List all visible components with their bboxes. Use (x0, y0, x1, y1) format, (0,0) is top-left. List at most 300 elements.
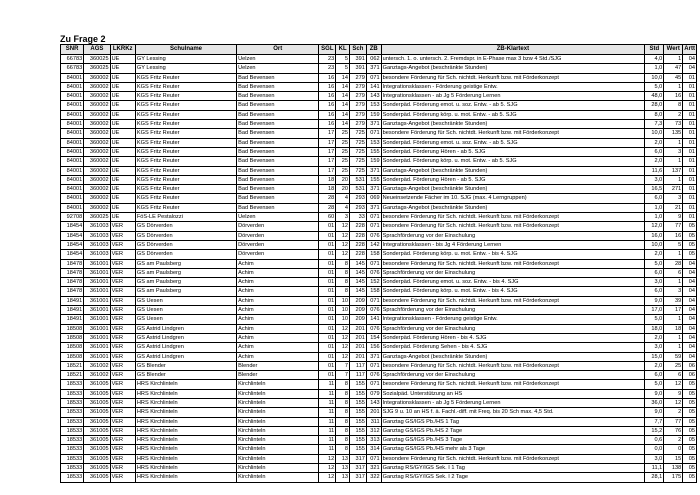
table-cell: Ganztags-Angebot (beschränkte Stunden) (381, 64, 645, 73)
table-cell: 361001 (84, 333, 110, 342)
table-cell: 8,0 (645, 110, 664, 119)
table-cell: VER (110, 287, 135, 296)
table-cell: 076 (366, 324, 381, 333)
table-row (61, 120, 697, 129)
table-cell: besondere Förderung für Sch. nichtdt. Herkunft bzw. mit Förderkonzept (381, 73, 645, 82)
table-cell: 071 (366, 361, 381, 370)
table-cell: 360002 (84, 129, 110, 138)
table-cell: KGS Fritz Reuter (135, 92, 236, 101)
table-cell: 01 (683, 213, 697, 222)
table-cell: VER (110, 250, 135, 259)
table-cell: 01 (683, 203, 697, 212)
table-cell: UE (110, 64, 135, 73)
table-cell: GS Astrid Lindgren (135, 333, 236, 342)
table-cell: Sonderpäd. Förderung körp. u. mot. Entw. - ab 5. SJG (381, 157, 645, 166)
table-cell: 17 (319, 147, 336, 156)
table-cell: 371 (366, 203, 381, 212)
table-cell: 201 (349, 352, 366, 361)
table-cell: GS Dörverden (135, 231, 236, 240)
table-cell: VER (110, 240, 135, 249)
table-cell: GS Blender (135, 371, 236, 380)
table-cell: 16 (664, 231, 683, 240)
table-row (61, 324, 697, 333)
table-cell: 18533 (61, 426, 84, 435)
table-cell: 228 (349, 250, 366, 259)
table-row (61, 315, 697, 324)
table-cell: 10 (336, 296, 350, 305)
table-cell: 84001 (61, 203, 84, 212)
table-cell: 16 (319, 101, 336, 110)
table-cell: 076 (366, 371, 381, 380)
table-cell: 314 (366, 445, 381, 454)
table-cell: 21 (664, 203, 683, 212)
table-cell: Achim (237, 268, 319, 277)
table-cell: 317 (349, 464, 366, 473)
table-cell: 18 (664, 324, 683, 333)
table-cell: 14 (336, 92, 350, 101)
table-cell: Kirchlinteln (237, 464, 319, 473)
table-cell: 201 (366, 408, 381, 417)
table-cell: GY Lessing (135, 64, 236, 73)
table-cell: 361005 (84, 408, 110, 417)
table-cell: 01 (683, 166, 697, 175)
table-cell: Bad Bevensen (237, 92, 319, 101)
table-row (61, 306, 697, 315)
table-cell: GS am Paulsberg (135, 287, 236, 296)
column-header: ZB-Klartext (381, 45, 645, 55)
table-cell: Achim (237, 296, 319, 305)
column-header: Ort (237, 45, 319, 55)
table-cell: Sonderpäd. Förderung körp. u. mot. Entw. - ab 5. SJG (381, 110, 645, 119)
table-cell: 725 (349, 129, 366, 138)
table-cell: VER (110, 398, 135, 407)
table-row (61, 222, 697, 231)
table-cell: 23 (319, 55, 336, 64)
table-cell: 84001 (61, 175, 84, 184)
table-cell: 1,0 (645, 64, 664, 73)
table-cell: 159 (366, 110, 381, 119)
table-cell: 14 (336, 73, 350, 82)
table-cell: 25 (336, 166, 350, 175)
table-cell: 360002 (84, 101, 110, 110)
table-cell: 321 (366, 464, 381, 473)
table-cell: 9,0 (645, 408, 664, 417)
table-cell: HRS Kirchlinteln (135, 445, 236, 454)
table-cell: GS Uesen (135, 306, 236, 315)
table-cell: 18533 (61, 445, 84, 454)
table-row (61, 352, 697, 361)
table-cell: Bad Bevensen (237, 203, 319, 212)
table-cell: 201 (349, 324, 366, 333)
table-cell: 4 (336, 194, 350, 203)
table-cell: besondere Förderung für Sch. nichtdt. Herkunft bzw. mit Förderkonzept (381, 454, 645, 463)
table-row (61, 82, 697, 91)
table-cell: 16,5 (645, 185, 664, 194)
table-cell: 14 (336, 110, 350, 119)
table-cell: FöS-LE Pestalozzi (135, 213, 236, 222)
table-cell: 18,0 (645, 324, 664, 333)
table-cell: 84001 (61, 120, 84, 129)
table-cell: Bad Bevensen (237, 82, 319, 91)
table-cell: 3,0 (645, 454, 664, 463)
table-cell: 360002 (84, 147, 110, 156)
table-cell: Dörverden (237, 250, 319, 259)
table-cell: 725 (349, 138, 366, 147)
table-cell: 071 (366, 296, 381, 305)
table-cell: VER (110, 464, 135, 473)
table-cell: 12 (336, 324, 350, 333)
table-row (61, 361, 697, 370)
table-cell: 36,0 (645, 398, 664, 407)
table-cell: VER (110, 361, 135, 370)
table-cell: 361005 (84, 380, 110, 389)
table-cell: Ganztag GS/IGS Pb./HS mehr als 3 Tage (381, 445, 645, 454)
table-cell: 15,0 (645, 352, 664, 361)
table-cell: Ganztag GS/IGS Pb./HS 1 Tag (381, 417, 645, 426)
table-cell: 01 (683, 175, 697, 184)
table-cell: 317 (349, 473, 366, 482)
table-cell: 361001 (84, 315, 110, 324)
table-cell: Sonderpäd. Förderung emot. u. soz. Entw. - bis 4. SJG (381, 278, 645, 287)
table-cell: 4,0 (645, 55, 664, 64)
table-cell: 361005 (84, 426, 110, 435)
table-cell: 137 (664, 166, 683, 175)
table-cell: Kirchlinteln (237, 473, 319, 482)
table-row (61, 445, 697, 454)
table-cell: 05 (683, 250, 697, 259)
table-cell: 16 (319, 92, 336, 101)
table-cell: 209 (349, 306, 366, 315)
table-row (61, 157, 697, 166)
table-cell: Bad Bevensen (237, 110, 319, 119)
table-cell: KGS Fritz Reuter (135, 138, 236, 147)
table-row (61, 473, 697, 482)
table-cell: 293 (349, 194, 366, 203)
table-cell: 152 (366, 278, 381, 287)
table-cell: 155 (349, 380, 366, 389)
table-cell: 155 (349, 408, 366, 417)
table-cell: 92708 (61, 213, 84, 222)
table-cell: 18 (319, 175, 336, 184)
table-cell: 20 (336, 175, 350, 184)
table-cell: 2,0 (645, 361, 664, 370)
table-cell: Kirchlinteln (237, 398, 319, 407)
table-row (61, 371, 697, 380)
table-cell: Achim (237, 333, 319, 342)
table-cell: GS Dörverden (135, 222, 236, 231)
table-cell: Neueinsetzende Fächer im 10. SJG (max. 4 Lerngruppen) (381, 194, 645, 203)
table-cell: HRS Kirchlinteln (135, 389, 236, 398)
table-row (61, 55, 697, 64)
table-cell: 7,3 (645, 120, 664, 129)
table-cell: 25 (336, 157, 350, 166)
table-row (61, 278, 697, 287)
table-cell: 18508 (61, 333, 84, 342)
table-cell: 142 (366, 240, 381, 249)
table-cell: 15,2 (645, 426, 664, 435)
table-row (61, 417, 697, 426)
table-cell: GS Blender (135, 361, 236, 370)
table-cell: 361005 (84, 464, 110, 473)
table-row (61, 175, 697, 184)
table-cell: 05 (683, 408, 697, 417)
table-cell: 28 (319, 203, 336, 212)
data-table (60, 44, 697, 483)
table-cell: 158 (366, 250, 381, 259)
table-cell: 360002 (84, 120, 110, 129)
table-cell: Ganztags-Angebot (beschränkte Stunden) (381, 203, 645, 212)
table-cell: 361002 (84, 361, 110, 370)
table-cell: 371 (366, 64, 381, 73)
table-cell: 18454 (61, 250, 84, 259)
table-cell: 01 (319, 231, 336, 240)
column-header: Std (645, 45, 664, 55)
column-header: SGL (319, 45, 336, 55)
table-cell: VER (110, 352, 135, 361)
table-cell: 360002 (84, 175, 110, 184)
table-cell: UE (110, 147, 135, 156)
table-row (61, 408, 697, 417)
column-header: Sch (349, 45, 366, 55)
table-cell: 10 (336, 315, 350, 324)
table-cell: 3 (336, 213, 350, 222)
table-cell: 18478 (61, 259, 84, 268)
table-cell: Achim (237, 259, 319, 268)
table-cell: 076 (366, 231, 381, 240)
column-header: AGS (84, 45, 110, 55)
table-cell: 361001 (84, 296, 110, 305)
table-cell: 73 (664, 120, 683, 129)
table-cell: 1 (664, 82, 683, 91)
table-cell: 279 (349, 101, 366, 110)
table-cell: KGS Fritz Reuter (135, 157, 236, 166)
table-cell: Achim (237, 343, 319, 352)
table-cell: 145 (349, 268, 366, 277)
table-cell: 04 (683, 343, 697, 352)
table-cell: 84001 (61, 194, 84, 203)
table-cell: VER (110, 343, 135, 352)
table-cell: UE (110, 175, 135, 184)
table-cell: Sonderpäd. Förderung Hören - ab 5. SJG (381, 175, 645, 184)
table-cell: 079 (366, 389, 381, 398)
table-cell: 158 (366, 287, 381, 296)
table-cell: Bad Bevensen (237, 147, 319, 156)
table-cell: Ganztag RS/GY/IGS Sek. I 1 Tag (381, 464, 645, 473)
table-cell: Sonderpäd. Förderung Hören - bis 4. SJG (381, 333, 645, 342)
table-cell: 01 (683, 194, 697, 203)
table-cell: GS am Paulsberg (135, 259, 236, 268)
table-cell: GS am Paulsberg (135, 268, 236, 277)
table-cell: UE (110, 185, 135, 194)
table-cell: 13 (336, 454, 350, 463)
table-cell: 16 (319, 73, 336, 82)
table-cell: 153 (366, 138, 381, 147)
table-cell: Kirchlinteln (237, 417, 319, 426)
table-cell: 12 (319, 464, 336, 473)
table-row (61, 389, 697, 398)
table-cell: VER (110, 380, 135, 389)
table-cell: Ganztags-Angebot (beschränkte Stunden) (381, 120, 645, 129)
table-cell: UE (110, 73, 135, 82)
table-cell: 01 (683, 101, 697, 110)
table-cell: 12 (336, 222, 350, 231)
table-cell: VER (110, 278, 135, 287)
table-cell: HRS Kirchlinteln (135, 417, 236, 426)
table-cell: 154 (366, 333, 381, 342)
table-row (61, 259, 697, 268)
table-cell: Uelzen (237, 55, 319, 64)
table-cell: 16 (319, 120, 336, 129)
table-cell: 360025 (84, 64, 110, 73)
table-cell: 062 (366, 55, 381, 64)
table-cell: Bad Bevensen (237, 129, 319, 138)
table-cell: 8 (664, 101, 683, 110)
table-cell: 28 (319, 194, 336, 203)
table-cell: 3,0 (645, 278, 664, 287)
table-cell: 18508 (61, 343, 84, 352)
table-cell: 117 (349, 371, 366, 380)
table-cell: GS Astrid Lindgren (135, 343, 236, 352)
table-cell: 04 (683, 287, 697, 296)
table-cell: HRS Kirchlinteln (135, 464, 236, 473)
table-cell: 12 (336, 240, 350, 249)
table-cell: Uelzen (237, 64, 319, 73)
table-cell: 361003 (84, 250, 110, 259)
table-cell: VER (110, 436, 135, 445)
table-cell: 18533 (61, 398, 84, 407)
table-cell: 01 (319, 296, 336, 305)
table-cell: 28,0 (645, 101, 664, 110)
table-cell: 01 (683, 157, 697, 166)
table-cell: 05 (683, 454, 697, 463)
table-cell: VER (110, 268, 135, 277)
table-cell: KGS Fritz Reuter (135, 101, 236, 110)
table-cell: 2,0 (645, 138, 664, 147)
table-cell: 371 (366, 352, 381, 361)
table-cell: besondere Förderung für Sch. nichtdt. Herkunft bzw. mit Förderkonzept (381, 222, 645, 231)
table-cell: Kirchlinteln (237, 389, 319, 398)
table-cell: 360025 (84, 213, 110, 222)
table-cell: untersch. 1. o. untersch. 2. Fremdspr. in E-Phase max 3 bzw 4 Std./SJG (381, 55, 645, 64)
table-cell: 84001 (61, 129, 84, 138)
table-cell: 18533 (61, 389, 84, 398)
table-cell: 77 (664, 417, 683, 426)
table-cell: 8 (336, 287, 350, 296)
table-cell: Blender (237, 361, 319, 370)
table-cell: 279 (349, 120, 366, 129)
table-cell: 5,0 (645, 259, 664, 268)
table-cell: Blender (237, 371, 319, 380)
table-row (61, 129, 697, 138)
table-cell: 12 (664, 380, 683, 389)
table-cell: 293 (349, 203, 366, 212)
table-cell: GS Astrid Lindgren (135, 352, 236, 361)
table-cell: 725 (349, 166, 366, 175)
table-row (61, 287, 697, 296)
table-cell: 155 (366, 175, 381, 184)
table-cell: 01 (319, 315, 336, 324)
table-cell: VER (110, 454, 135, 463)
table-cell: 9 (664, 389, 683, 398)
table-cell: Integrationsklassen - Förderung geistige Entw. (381, 82, 645, 91)
table-cell: 271 (664, 185, 683, 194)
table-cell: besondere Förderung für Sch. nichtdt. Herkunft bzw. mit Förderkonzept (381, 361, 645, 370)
table-cell: 04 (683, 296, 697, 305)
table-cell: 06 (683, 361, 697, 370)
table-cell: 05 (683, 473, 697, 482)
table-cell: 7,7 (645, 417, 664, 426)
table-cell: VER (110, 231, 135, 240)
table-cell: 3,0 (645, 175, 664, 184)
table-cell: 18454 (61, 231, 84, 240)
table-cell: 361003 (84, 222, 110, 231)
table-cell: 10 (336, 306, 350, 315)
table-cell: 01 (319, 324, 336, 333)
table-cell: 361001 (84, 352, 110, 361)
table-cell: 04 (683, 324, 697, 333)
table-cell: Bad Bevensen (237, 175, 319, 184)
table-cell: Kirchlinteln (237, 408, 319, 417)
table-cell: 361003 (84, 231, 110, 240)
table-cell: KGS Fritz Reuter (135, 175, 236, 184)
table-cell: 360002 (84, 138, 110, 147)
table-row (61, 73, 697, 82)
table-cell: 05 (683, 464, 697, 473)
table-cell: 01 (683, 82, 697, 91)
table-cell: 18533 (61, 408, 84, 417)
table-cell: 141 (366, 82, 381, 91)
table-cell: 3 (664, 147, 683, 156)
table-row (61, 436, 697, 445)
table-cell: Sprachförderung vor der Einschulung (381, 306, 645, 315)
table-cell: 17 (319, 157, 336, 166)
table-cell: 14 (336, 82, 350, 91)
table-cell: 361002 (84, 371, 110, 380)
table-row (61, 138, 697, 147)
table-cell: KGS Fritz Reuter (135, 147, 236, 156)
table-cell: UE (110, 138, 135, 147)
table-cell: 25 (336, 147, 350, 156)
table-cell: 371 (366, 185, 381, 194)
table-cell: Dörverden (237, 222, 319, 231)
table-cell: 01 (683, 138, 697, 147)
table-cell: UE (110, 213, 135, 222)
table-cell: 01 (319, 352, 336, 361)
table-cell: Ganztag GS/IGS Pb./HS 2 Tage (381, 426, 645, 435)
table-cell: 13 (336, 464, 350, 473)
table-cell: 143 (366, 398, 381, 407)
table-cell: 59 (664, 352, 683, 361)
table-cell: 2,0 (645, 157, 664, 166)
table-cell: 05 (683, 445, 697, 454)
table-cell: 361005 (84, 454, 110, 463)
table-row (61, 194, 697, 203)
table-cell: 071 (366, 259, 381, 268)
table-row (61, 147, 697, 156)
table-cell: Integrationsklassen - ab Jg 5 Förderung Lernen (381, 92, 645, 101)
table-cell: 17,0 (645, 306, 664, 315)
table-cell: UE (110, 157, 135, 166)
table-cell: 228 (349, 222, 366, 231)
table-cell: 279 (349, 73, 366, 82)
table-cell: Achim (237, 324, 319, 333)
table-row (61, 250, 697, 259)
table-cell: 201 (349, 343, 366, 352)
table-cell: 18454 (61, 240, 84, 249)
table-row (61, 110, 697, 119)
table-cell: Ganztag GS/IGS Pb./HS 3 Tage (381, 436, 645, 445)
table-cell: HRS Kirchlinteln (135, 436, 236, 445)
